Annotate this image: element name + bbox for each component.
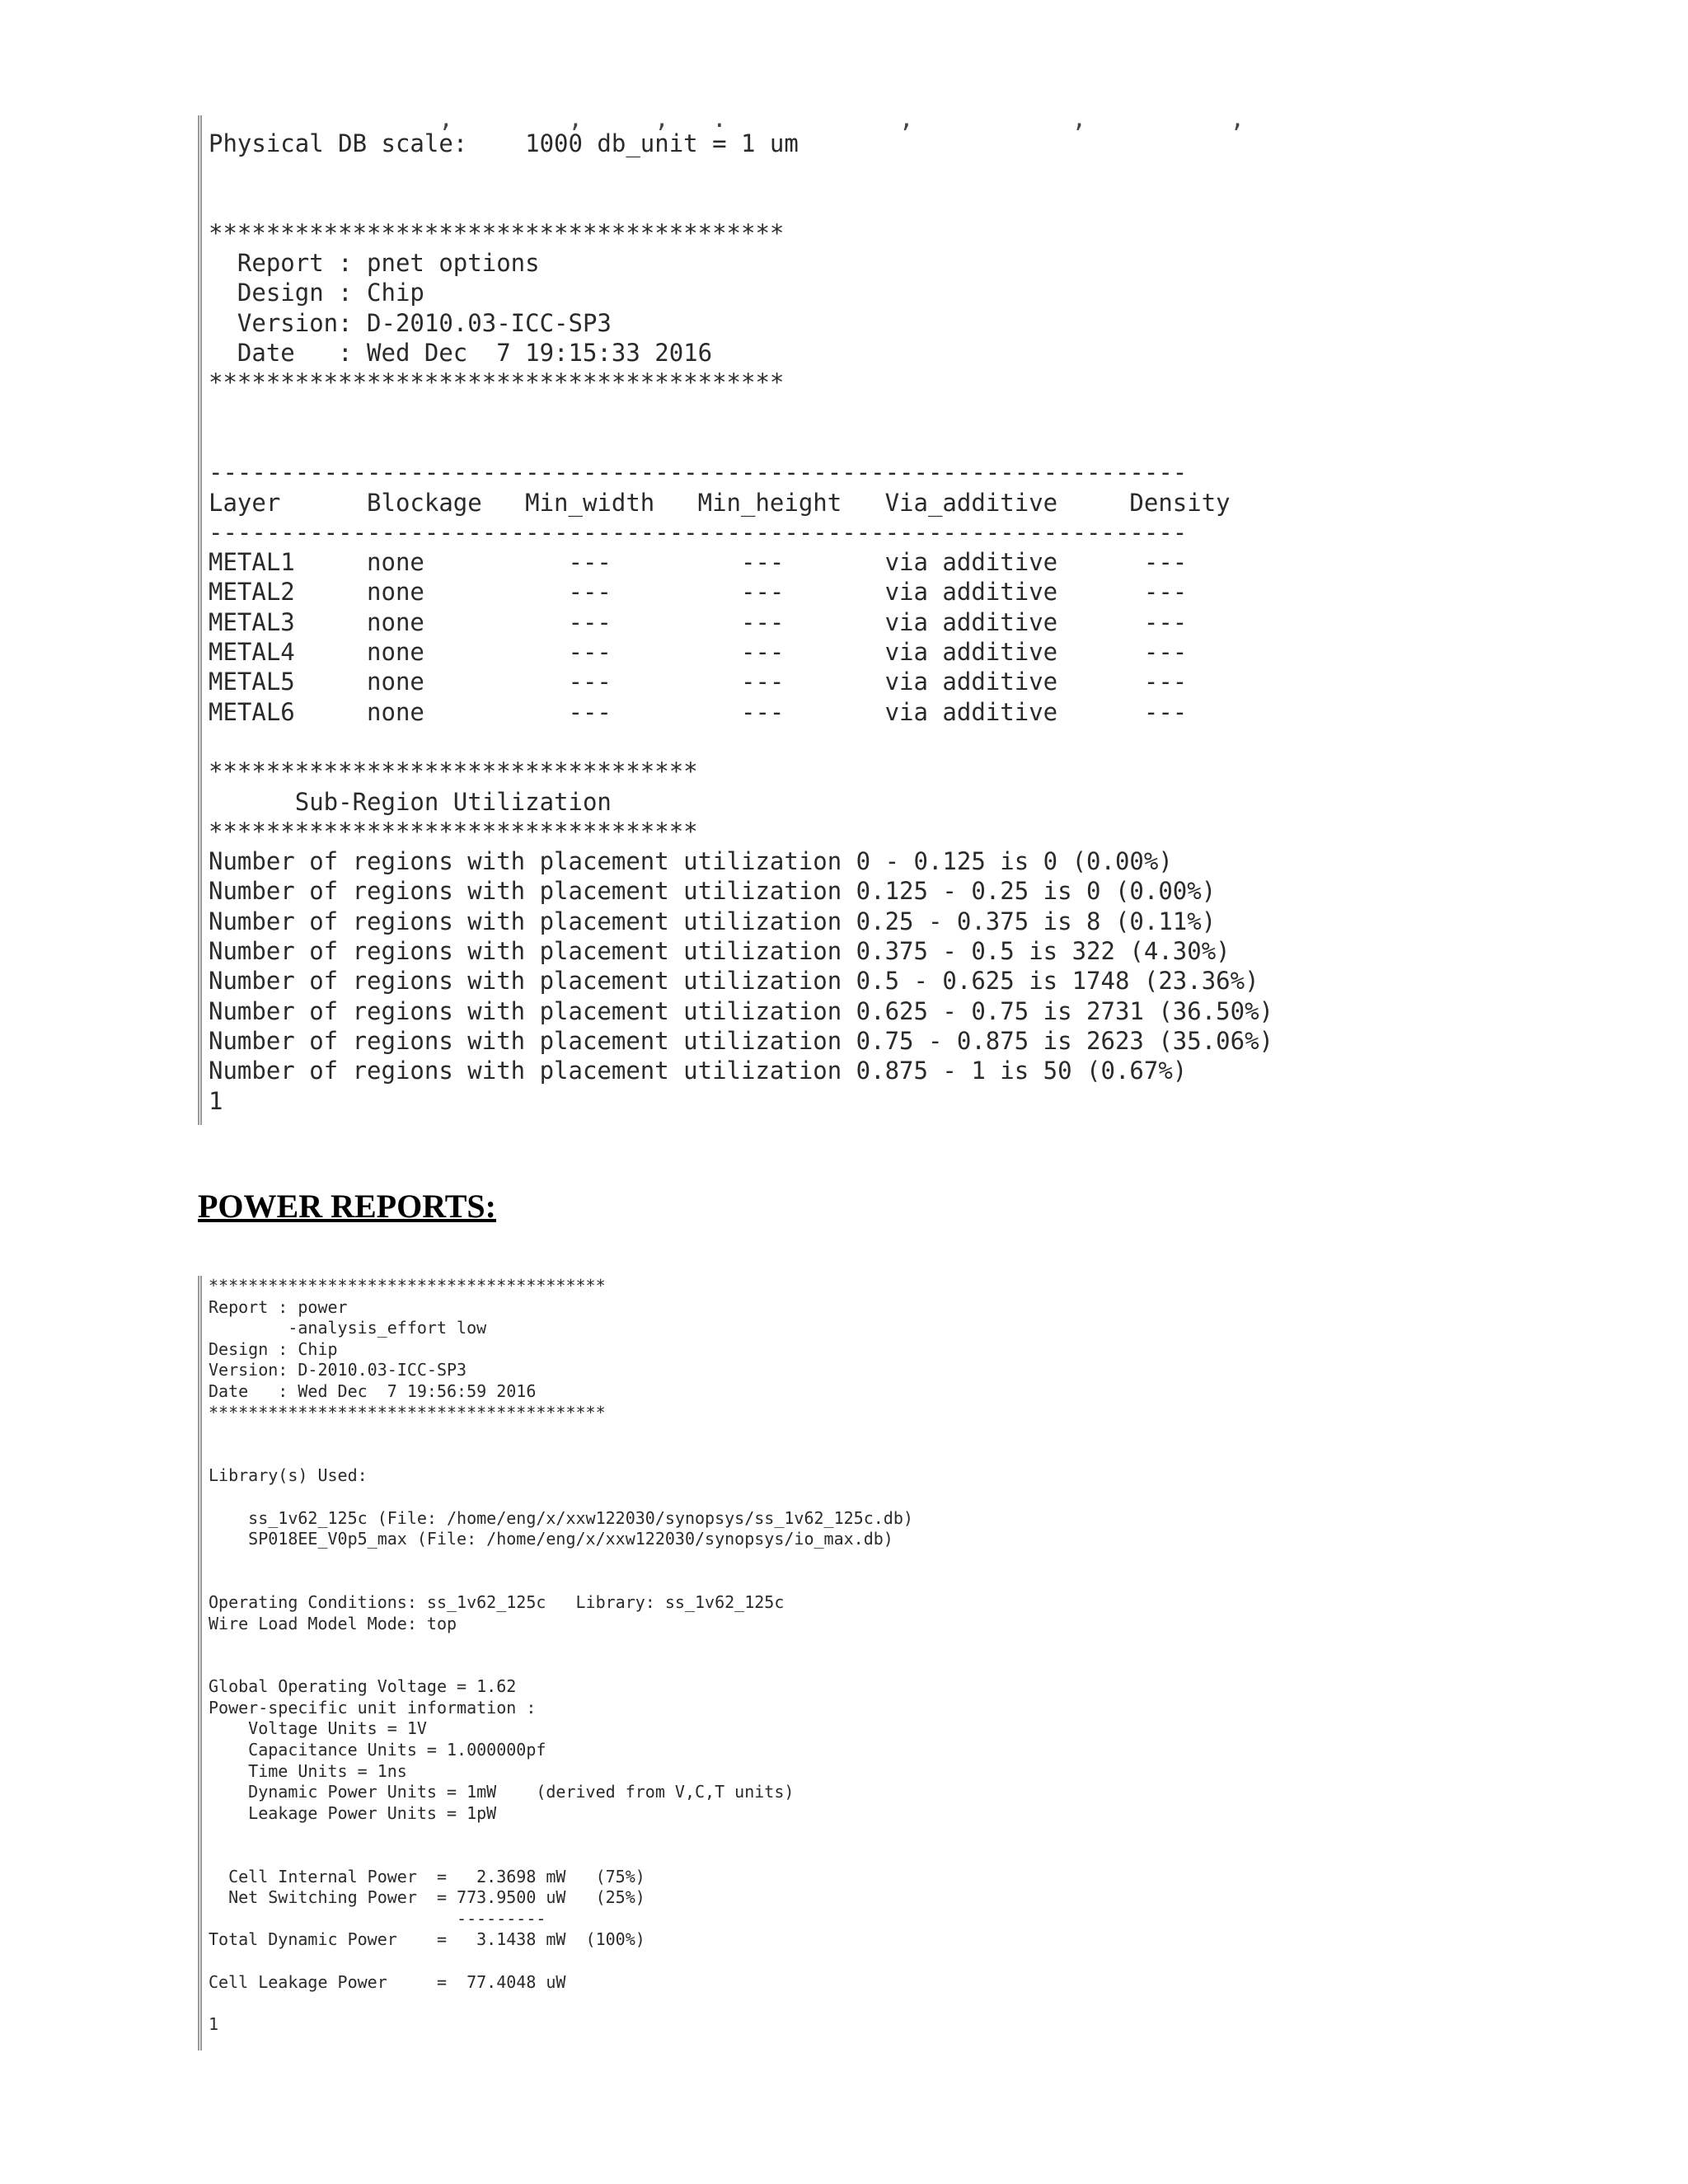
report-line: Library(s) Used: bbox=[209, 1465, 368, 1486]
report-line: METAL5 none --- --- via additive --- bbox=[209, 668, 1188, 696]
report-text bbox=[209, 1276, 1022, 2035]
report-line: Number of regions with placement utilization 0.375 - 0.5 is 322 (4.30%) bbox=[209, 937, 1231, 966]
report-line: -------------------------------------------------------------------- bbox=[209, 518, 1188, 546]
report-line bbox=[209, 1824, 1022, 1845]
report-line: **************************************** bbox=[209, 1402, 606, 1422]
power-reports-heading: POWER REPORTS: bbox=[198, 1188, 496, 1225]
report-line bbox=[209, 1634, 1022, 1656]
report-line: Date : Wed Dec 7 19:56:59 2016 bbox=[209, 1380, 537, 1401]
report-line: **************************************** bbox=[209, 218, 785, 247]
report-line: Date : Wed Dec 7 19:15:33 2016 bbox=[209, 339, 713, 368]
report-line bbox=[209, 1571, 1022, 1592]
report-line: Power-specific unit information : bbox=[209, 1697, 537, 1718]
report-line: ss_1v62_125c (File: /home/eng/x/xxw122030/synopsys/ss_1v62_125c.db) bbox=[209, 1507, 913, 1528]
report-line: Voltage Units = 1V bbox=[209, 1718, 427, 1739]
report-line: METAL2 none --- --- via additive --- bbox=[209, 578, 1188, 607]
report-line bbox=[209, 428, 1319, 457]
report-line: Number of regions with placement utilization 0.875 - 1 is 50 (0.67%) bbox=[209, 1057, 1188, 1085]
report-line: Report : power bbox=[209, 1296, 348, 1317]
report-line: SP018EE_V0p5_max (File: /home/eng/x/xxw122030/synopsys/io_max.db) bbox=[209, 1529, 893, 1549]
report-line bbox=[209, 398, 1319, 428]
report-text bbox=[209, 105, 1319, 1116]
report-line: Physical DB scale: 1000 db_unit = 1 um bbox=[209, 129, 799, 157]
report-line: Cell Internal Power = 2.3698 mW (75%) bbox=[209, 1866, 645, 1886]
report-line: Cell Leakage Power = 77.4048 uW bbox=[209, 1971, 566, 1992]
report-line: Number of regions with placement utilization 0.25 - 0.375 is 8 (0.11%) bbox=[209, 907, 1217, 935]
report-line bbox=[209, 1656, 1022, 1677]
report-line: 1 bbox=[209, 1086, 223, 1115]
report-line: Capacitance Units = 1.000000pf bbox=[209, 1740, 546, 1760]
report-line: Report : pnet options bbox=[209, 249, 540, 278]
power-report-screenshot bbox=[198, 1276, 1022, 2050]
report-line: Number of regions with placement utilization 0.75 - 0.875 is 2623 (35.06%) bbox=[209, 1026, 1274, 1055]
report-line: Number of regions with placement utilization 0.125 - 0.25 is 0 (0.00%) bbox=[209, 877, 1217, 906]
report-line: -analysis_effort low bbox=[209, 1318, 487, 1338]
report-line: ********************************** bbox=[209, 817, 698, 846]
report-line bbox=[209, 1951, 1022, 1972]
report-line: 1 bbox=[209, 2013, 219, 2034]
report-line: Design : Chip bbox=[209, 279, 424, 307]
report-line: Total Dynamic Power = 3.1438 mW (100%) bbox=[209, 1929, 645, 1950]
report-line: METAL4 none --- --- via additive --- bbox=[209, 638, 1188, 667]
cut-off-line: , , , . , , , bbox=[209, 105, 1245, 133]
report-line: Layer Blockage Min_width Min_height Via_additive Density bbox=[209, 488, 1231, 517]
report-line: Version: D-2010.03-ICC-SP3 bbox=[209, 308, 612, 337]
report-line: Dynamic Power Units = 1mW (derived from V,C,T units) bbox=[209, 1782, 795, 1802]
report-line: METAL6 none --- --- via additive --- bbox=[209, 697, 1188, 726]
report-line bbox=[209, 158, 1319, 188]
report-line: Design : Chip bbox=[209, 1338, 338, 1359]
report-line bbox=[209, 1845, 1022, 1867]
report-line: Leakage Power Units = 1pW bbox=[209, 1802, 497, 1823]
report-line bbox=[209, 1993, 1022, 2014]
report-line: Time Units = 1ns bbox=[209, 1760, 407, 1781]
report-line bbox=[209, 1550, 1022, 1572]
report-line: ********************************** bbox=[209, 757, 698, 786]
report-line: Number of regions with placement utilization 0 - 0.125 is 0 (0.00%) bbox=[209, 847, 1173, 876]
report-line: **************************************** bbox=[209, 1276, 606, 1296]
report-line: Sub-Region Utilization bbox=[209, 787, 612, 816]
report-line bbox=[209, 1487, 1022, 1508]
report-line: METAL1 none --- --- via additive --- bbox=[209, 548, 1188, 577]
report-line bbox=[209, 727, 1319, 757]
report-line: Number of regions with placement utilization 0.5 - 0.625 is 1748 (23.36%) bbox=[209, 967, 1259, 996]
report-line: Number of regions with placement utilization 0.625 - 0.75 is 2731 (36.50%) bbox=[209, 996, 1274, 1025]
report-line bbox=[209, 1445, 1022, 1466]
report-line: --------- bbox=[209, 1908, 546, 1929]
report-line: -------------------------------------------------------------------- bbox=[209, 458, 1188, 487]
report-line: METAL3 none --- --- via additive --- bbox=[209, 607, 1188, 636]
report-line: Net Switching Power = 773.9500 uW (25%) bbox=[209, 1887, 645, 1908]
report-line bbox=[209, 1423, 1022, 1445]
pnet-report-screenshot bbox=[198, 105, 1319, 1125]
report-line: Version: D-2010.03-ICC-SP3 bbox=[209, 1360, 467, 1380]
report-line: Wire Load Model Mode: top bbox=[209, 1613, 457, 1633]
report-line bbox=[209, 189, 1319, 218]
report-line: Global Operating Voltage = 1.62 bbox=[209, 1676, 517, 1697]
report-line: **************************************** bbox=[209, 368, 785, 397]
report-line: Operating Conditions: ss_1v62_125c Library: ss_1v62_125c bbox=[209, 1591, 785, 1612]
